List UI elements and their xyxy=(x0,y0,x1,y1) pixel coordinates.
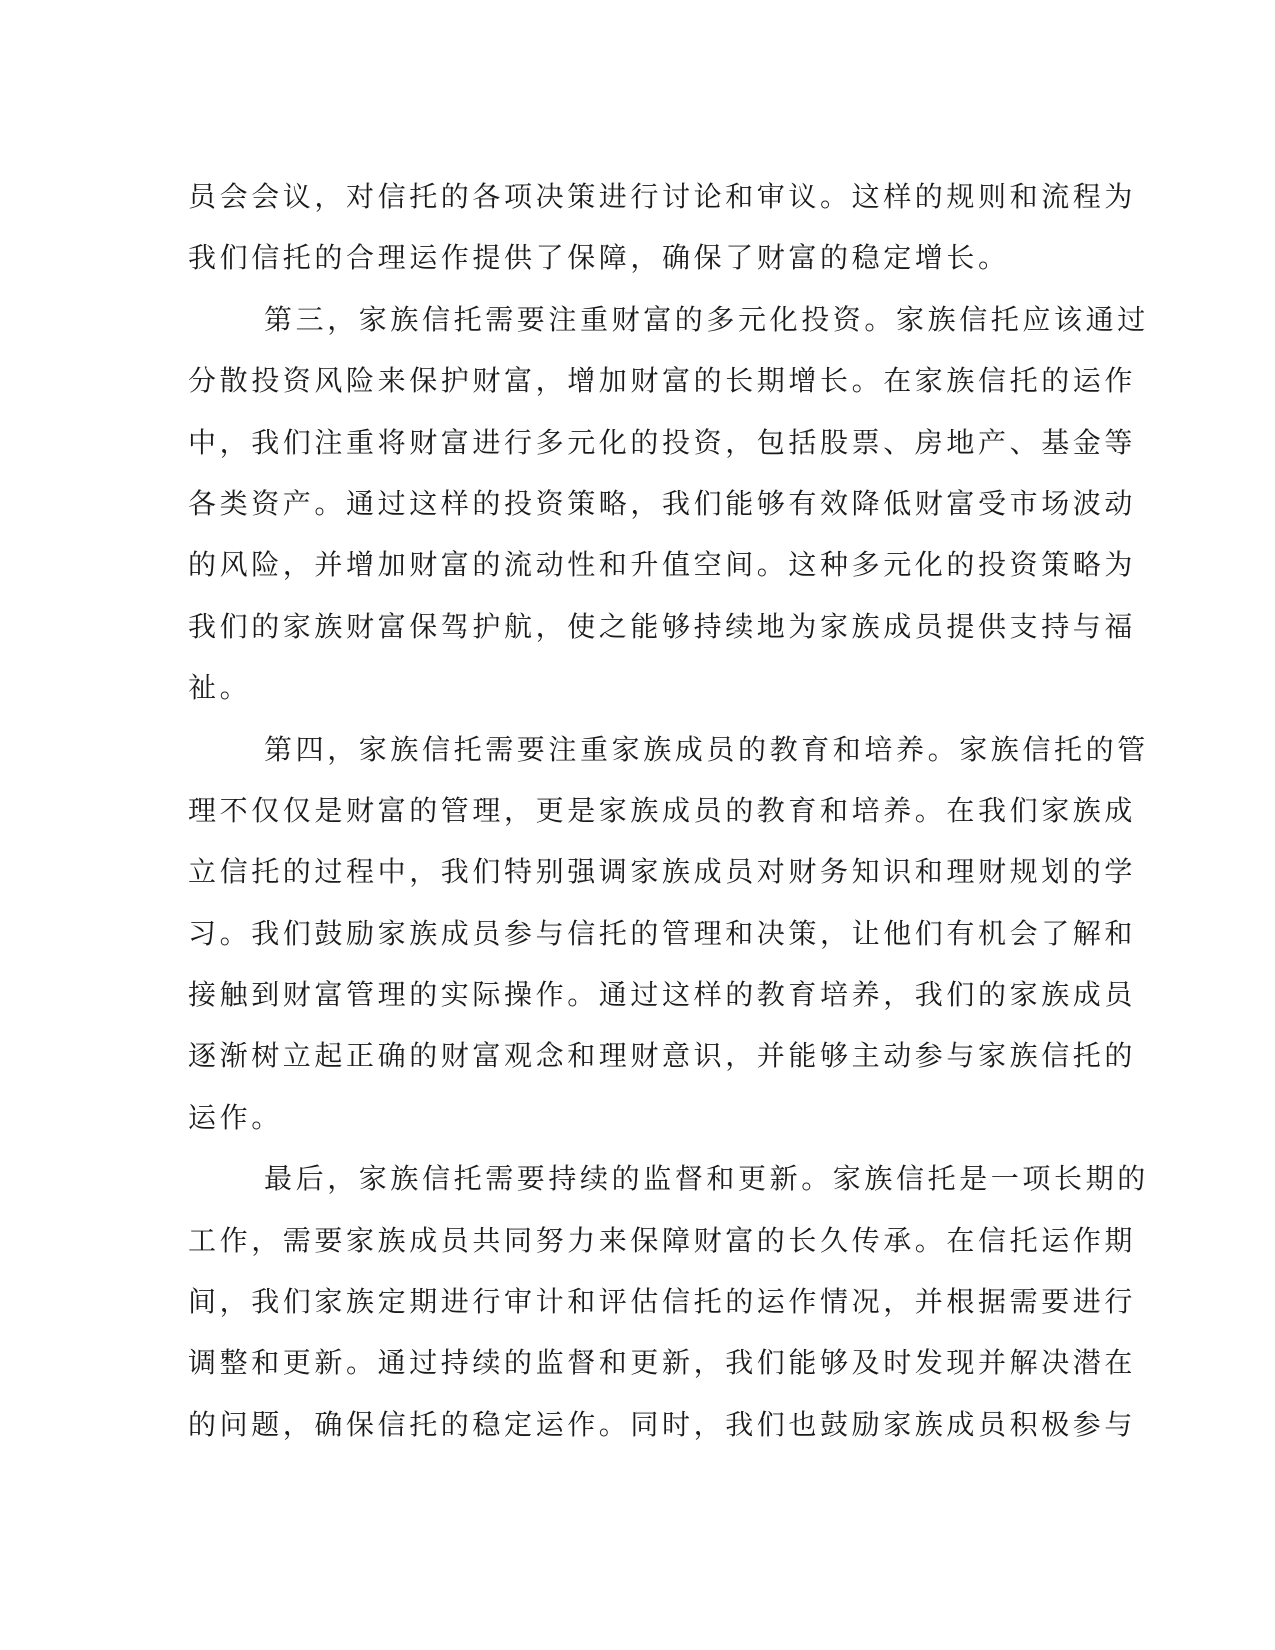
text-line: 第三，家族信托需要注重财富的多元化投资。家族信托应该通过 xyxy=(264,302,1149,336)
paragraph-continued xyxy=(188,166,1137,289)
text-line: 中，我们注重将财富进行多元化的投资，包括股票、房地产、基金等 xyxy=(188,425,1137,459)
text-line: 运作。 xyxy=(188,1100,283,1134)
text-line: 我们信托的合理运作提供了保障，确保了财富的稳定增长。 xyxy=(188,241,1010,275)
paragraph-diversified-investment xyxy=(188,289,1149,719)
text-line: 工作，需要家族成员共同努力来保障财富的长久传承。在信托运作期 xyxy=(188,1223,1137,1257)
text-line: 立信托的过程中，我们特别强调家族成员对财务知识和理财规划的学 xyxy=(188,855,1137,889)
text-line: 各类资产。通过这样的投资策略，我们能够有效降低财富受市场波动 xyxy=(188,486,1137,520)
text-line: 我们的家族财富保驾护航，使之能够持续地为家族成员提供支持与福 xyxy=(188,609,1137,643)
text-line: 习。我们鼓励家族成员参与信托的管理和决策，让他们有机会了解和 xyxy=(188,916,1137,950)
text-line: 第四，家族信托需要注重家族成员的教育和培养。家族信托的管 xyxy=(264,732,1149,766)
document-body xyxy=(188,166,1149,1455)
text-line: 间，我们家族定期进行审计和评估信托的运作情况，并根据需要进行 xyxy=(188,1285,1137,1319)
text-line: 员会会议，对信托的各项决策进行讨论和审议。这样的规则和流程为 xyxy=(188,180,1137,213)
text-line: 逐渐树立起正确的财富观念和理财意识，并能够主动参与家族信托的 xyxy=(188,1039,1137,1073)
text-line: 接触到财富管理的实际操作。通过这样的教育培养，我们的家族成员 xyxy=(188,978,1137,1012)
paragraph-family-education xyxy=(188,719,1149,1149)
text-line: 的问题，确保信托的稳定运作。同时，我们也鼓励家族成员积极参与 xyxy=(188,1407,1137,1441)
text-line: 分散投资风险来保护财富，增加财富的长期增长。在家族信托的运作 xyxy=(188,364,1137,398)
text-line: 祉。 xyxy=(188,671,252,705)
text-line: 最后，家族信托需要持续的监督和更新。家族信托是一项长期的 xyxy=(264,1162,1149,1196)
text-line: 调整和更新。通过持续的监督和更新，我们能够及时发现并解决潜在 xyxy=(188,1346,1137,1380)
paragraph-supervision-update xyxy=(188,1148,1149,1455)
text-line: 理不仅仅是财富的管理，更是家族成员的教育和培养。在我们家族成 xyxy=(188,793,1137,827)
text-line: 的风险，并增加财富的流动性和升值空间。这种多元化的投资策略为 xyxy=(188,548,1137,582)
